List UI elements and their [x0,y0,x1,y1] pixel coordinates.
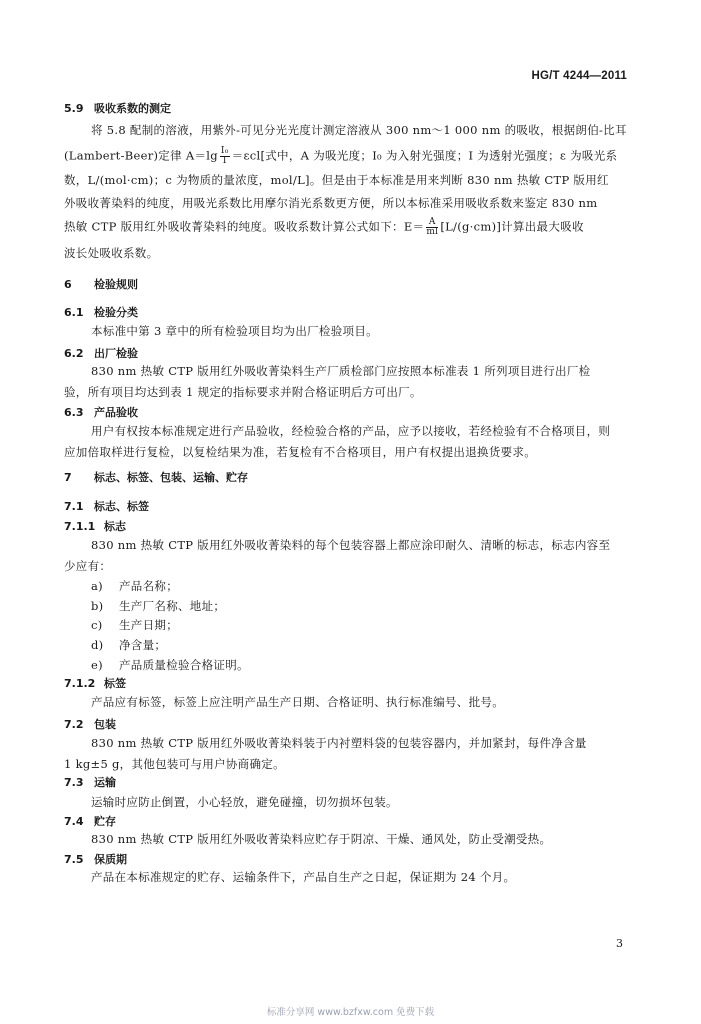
section-7-heading [64,469,248,485]
list-label: c) [91,618,103,632]
list-label: d) [91,638,104,652]
section-title: 标志 [104,520,126,533]
fraction-denominator: ml [426,227,439,237]
list-text: 产品质量检验合格证明。 [119,658,249,672]
section-number: 7.1.1 [64,520,96,533]
section-7-1-1-heading [64,518,126,534]
section-7-4-heading [64,813,116,829]
standard-code: HG/T 4244—2011 [531,70,627,82]
section-number: 6.2 [64,347,84,360]
section-title: 检验规则 [94,278,138,291]
section-title: 贮存 [94,815,116,828]
formula-line [64,147,617,166]
formula-text: (Lambert-Beer)定律 A＝lg [64,148,218,163]
section-number: 7 [64,471,72,484]
section-title: 保质期 [94,853,127,866]
section-number: 7.3 [64,776,84,789]
list-label: b) [91,599,104,613]
paragraph-line: 将 5.8 配制的溶液，用紫外-可见分光光度计测定溶液从 300 nm～1 000 nm 的吸收，根据朗伯-比耳 [91,123,627,137]
section-number: 6.1 [64,306,84,319]
paragraph-line: 本标准中第 3 章中的所有检验项目均为出厂检验项目。 [91,324,378,338]
list-text: 产品名称； [119,579,178,593]
section-6-heading [64,276,138,292]
fraction-numerator: I₀ [220,146,229,156]
paragraph-line: 产品应有标签，标签上应注明产品生产日期、合格证明、执行标准编号、批号。 [91,695,504,709]
paragraph-line: 数，L/(mol·cm)；c 为物质的量浓度，mol/L]。但是由于本标准是用来判断 830 nm 热敏 CTP 版用红 [64,173,609,187]
fraction-denominator: I [222,156,227,166]
formula-text: [L/(g·cm)]计算出最大吸收 [440,219,584,234]
section-number: 6 [64,278,72,291]
section-number: 7.1.2 [64,677,96,690]
fraction [426,218,438,237]
section-number: 7.2 [64,718,84,731]
section-number: 6.3 [64,406,84,419]
paragraph-line: 少应有： [64,559,112,573]
list-text: 净含量； [119,638,167,652]
paragraph-line: 应加倍取样进行复检，以复检结果为准，若复检有不合格项目，用户有权提出退换货要求。 [64,445,536,459]
section-number: 7.1 [64,500,84,513]
list-item [91,598,225,614]
section-title: 运输 [94,776,116,789]
section-number: 5.9 [64,102,84,115]
formula-line [64,218,584,237]
list-item [91,578,178,594]
list-item [91,617,178,633]
section-6-1-heading [64,304,138,320]
section-6-2-heading [64,345,138,361]
paragraph-line: 830 nm 热敏 CTP 版用红外吸收菁染料的每个包装容器上都应涂印耐久、清晰的标志，标志内容至 [91,538,611,552]
section-title: 标签 [104,677,126,690]
section-7-3-heading [64,774,116,790]
paragraph-line: 外吸收菁染料的纯度，用吸光系数比用摩尔消光系数更方便，所以本标准采用吸收系数来鉴定 830 nm [64,196,598,210]
paragraph-line: 1 kg±5 g，其他包装可与用户协商确定。 [64,757,285,771]
section-6-3-heading [64,404,138,420]
section-7-1-2-heading [64,675,126,691]
section-7-1-heading [64,498,149,514]
section-number: 7.4 [64,815,84,828]
list-label: e) [91,658,103,672]
section-title: 出厂检验 [94,347,138,360]
footer-watermark: 标准分享网 www.bzfxw.com 免费下载 [266,1007,435,1018]
section-title: 标志、标签 [94,500,149,513]
formula-text: 热敏 CTP 版用红外吸收菁染料的纯度。吸收系数计算公式如下：E＝ [64,219,425,234]
section-title: 包装 [94,718,116,731]
paragraph-line: 830 nm 热敏 CTP 版用红外吸收菁染料生产厂质检部门应按照本标准表 1 所列项目进行出厂检 [91,364,591,378]
section-7-2-heading [64,716,116,732]
section-title: 吸收系数的测定 [94,102,171,115]
paragraph-line: 830 nm 热敏 CTP 版用红外吸收菁染料应贮存于阴凉、干燥、通风处，防止受潮受热。 [91,832,552,846]
fraction [220,147,230,166]
section-5-9-heading [64,100,171,116]
fraction-numerator: A [426,218,438,228]
list-text: 生产厂名称、地址； [119,599,226,613]
paragraph-line: 产品在本标准规定的贮存、运输条件下，产品自生产之日起，保证期为 24 个月。 [91,870,516,884]
section-title: 产品验收 [94,406,138,419]
list-label: a) [91,579,103,593]
list-text: 生产日期； [119,618,178,632]
page-number: 3 [616,937,623,950]
section-title: 检验分类 [94,306,138,319]
section-title: 标志、标签、包装、运输、贮存 [94,471,248,484]
paragraph-line: 运输时应防止倒置，小心轻放，避免碰撞，切勿损坏包装。 [91,795,398,809]
paragraph-line: 用户有权按本标准规定进行产品验收，经检验合格的产品，应予以接收，若经检验有不合格项目，则 [91,424,611,438]
list-item [91,657,249,673]
list-item [91,637,166,653]
paragraph-line: 验，所有项目均达到表 1 规定的指标要求并附合格证明后方可出厂。 [64,385,422,399]
section-7-5-heading [64,851,127,867]
formula-text: ＝εcl[式中，A 为吸光度；I₀ 为入射光强度；I 为透射光强度；ε 为吸光系 [231,148,618,163]
section-number: 7.5 [64,853,84,866]
paragraph-line: 波长处吸收系数。 [64,246,159,260]
paragraph-line: 830 nm 热敏 CTP 版用红外吸收菁染料装于内衬塑料袋的包装容器内，并加紧封，每件净含量 [91,736,587,750]
